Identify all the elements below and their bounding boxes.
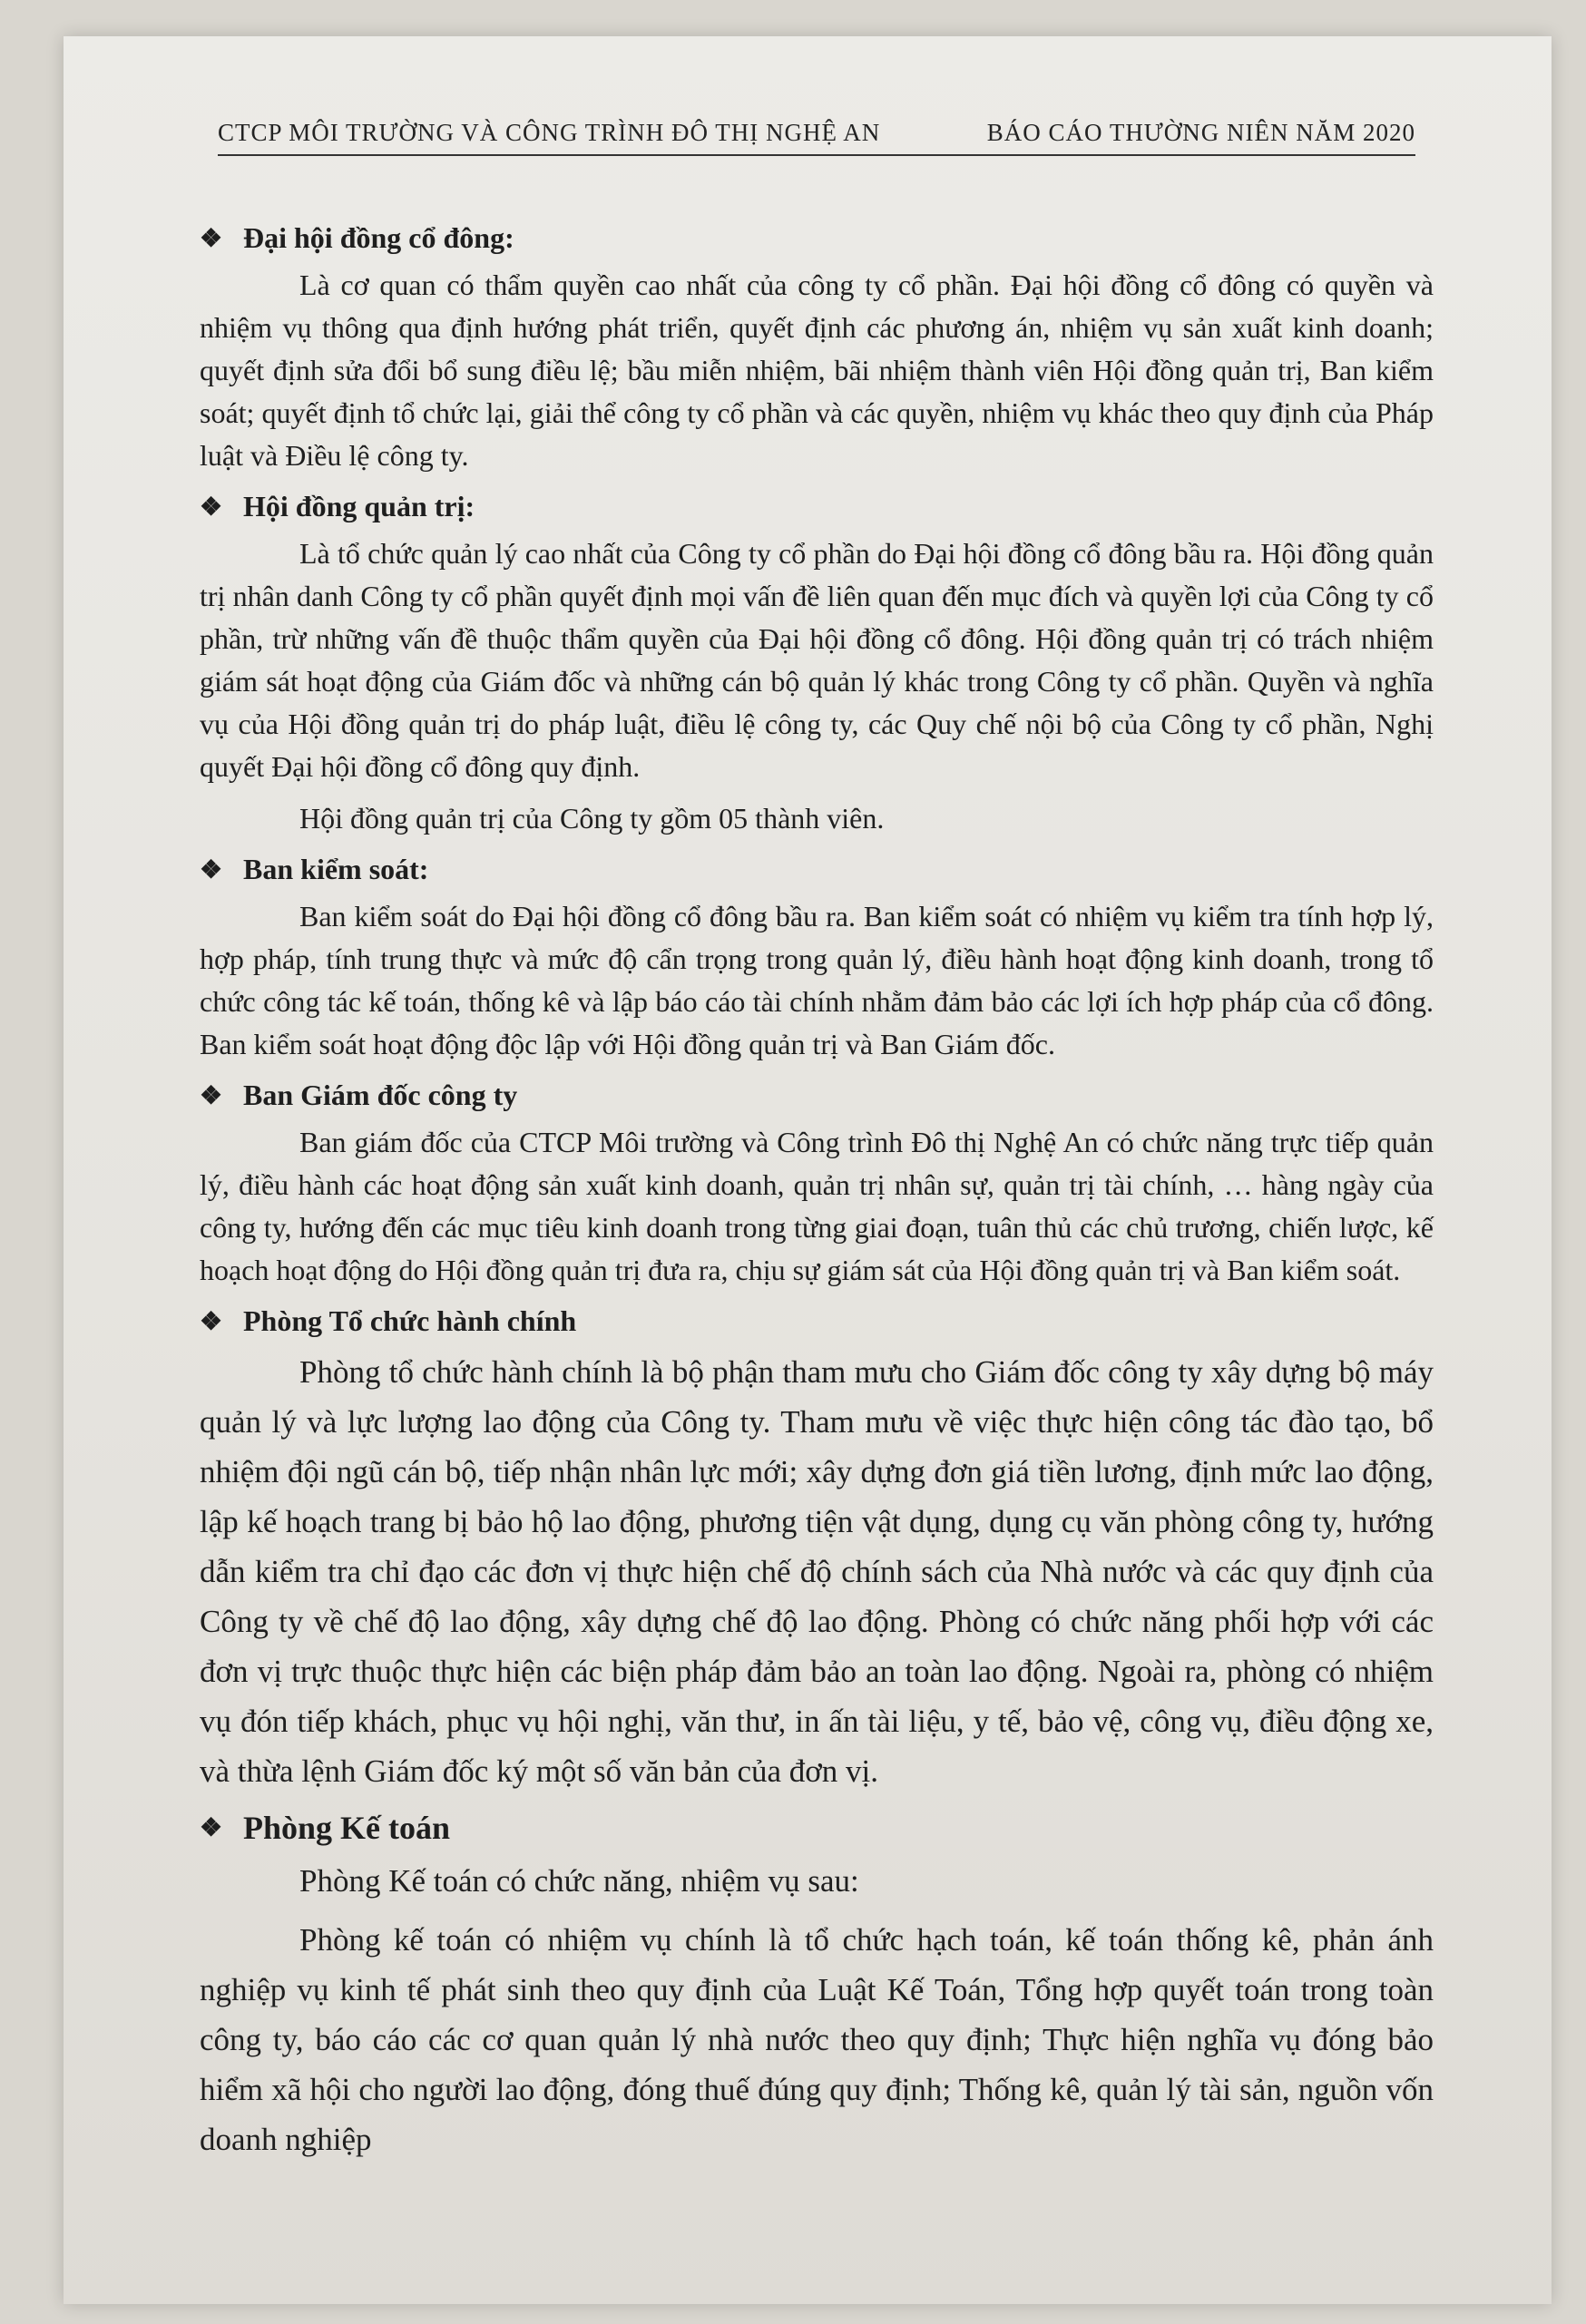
section-title: Ban Giám đốc công ty bbox=[243, 1079, 518, 1111]
diamond-bullet-icon: ❖ bbox=[200, 855, 223, 884]
section-paragraph: Phòng tổ chức hành chính là bộ phận tham mưu cho Giám đốc công ty xây dựng bộ máy quản lý và lực lượng lao động của Công ty. Tham mưu về việc thực hiện công tác đào tạo, bổ nhiệm đội ngũ cán bộ, tiếp nhận nhân lực mới; xây dựng đơn giá tiền lương, định mức lao động, lập kế hoạch trang bị bảo hộ lao động, phương tiện vật dụng, dụng cụ văn phòng công ty, hướng dẫn kiểm tra chỉ đạo các đơn vị thực hiện chế độ chính sách của Nhà nước và các quy định của Công ty về chế độ lao động, xây dựng chế độ lao động. Phòng có chức năng phối hợp với các đơn vị trực thuộc thực hiện các biện pháp đảm bảo an toàn lao động. Ngoài ra, phòng có nhiệm vụ đón tiếp khách, phục vụ hội nghị, văn thư, in ấn tài liệu, y tế, bảo vệ, công vụ, điều động xe, và thừa lệnh Giám đốc ký một số văn bản của đơn vị. bbox=[200, 1354, 1434, 1789]
section-paragraph: Ban kiểm soát do Đại hội đồng cổ đông bầu ra. Ban kiểm soát có nhiệm vụ kiểm tra tính hợp lý, hợp pháp, tính trung thực và mức độ cẩn trọng trong quản lý, điều hành hoạt động kinh doanh, trong tổ chức công tác kế toán, thống kê và lập báo cáo tài chính nhằm đảm bảo các lợi ích hợp pháp của cổ đông. Ban kiểm soát hoạt động độc lập với Hội đồng quản trị và Ban Giám đốc. bbox=[200, 900, 1434, 1060]
diamond-bullet-icon: ❖ bbox=[200, 1081, 223, 1110]
section-paragraph: Ban giám đốc của CTCP Môi trường và Công trình Đô thị Nghệ An có chức năng trực tiếp quản lý, điều hành các hoạt động sản xuất kinh doanh, quản trị nhân sự, quản trị tài chính, … hàng ngày của công ty, hướng đến các mục tiêu kinh doanh trong từng giai đoạn, tuân thủ các chủ trương, chiến lược, kế hoạch hoạt động do Hội đồng quản trị đưa ra, chịu sự giám sát của Hội đồng quản trị và Ban kiểm soát. bbox=[200, 1126, 1434, 1286]
section-title: Đại hội đồng cổ đông: bbox=[243, 221, 514, 254]
section-title: Ban kiểm soát: bbox=[243, 853, 429, 885]
section-heading-dai-hoi-dong-co-dong bbox=[200, 221, 1434, 255]
section-heading-phong-to-chuc-hanh-chinh bbox=[200, 1304, 1434, 1338]
page-header bbox=[218, 109, 1415, 156]
section-title: Phòng Kế toán bbox=[243, 1810, 451, 1846]
section-paragraph: Phòng Kế toán có chức năng, nhiệm vụ sau: bbox=[299, 1863, 859, 1899]
section-heading-ban-kiem-soat bbox=[200, 853, 1434, 886]
document-page bbox=[64, 36, 1552, 2304]
diamond-bullet-icon: ❖ bbox=[200, 493, 223, 522]
section-heading-hoi-dong-quan-tri bbox=[200, 490, 1434, 523]
section-title: Hội đồng quản trị: bbox=[243, 490, 475, 522]
header-report-title: BÁO CÁO THƯỜNG NIÊN NĂM 2020 bbox=[986, 119, 1415, 146]
diamond-bullet-icon: ❖ bbox=[200, 1814, 223, 1842]
section-heading-ban-giam-doc bbox=[200, 1079, 1434, 1112]
header-company-name: CTCP MÔI TRƯỜNG VÀ CÔNG TRÌNH ĐÔ THỊ NGHỆ AN bbox=[218, 119, 881, 146]
section-paragraph: Hội đồng quản trị của Công ty gồm 05 thành viên. bbox=[299, 802, 885, 835]
section-paragraph: Là tổ chức quản lý cao nhất của Công ty cổ phần do Đại hội đồng cổ đông bầu ra. Hội đồng quản trị nhân danh Công ty cổ phần quyết định mọi vấn đề liên quan đến mục đích và quyền lợi của Công ty cổ phần, trừ những vấn đề thuộc thẩm quyền của Đại hội đồng cổ đông. Hội đồng quản trị có trách nhiệm giám sát hoạt động của Giám đốc và những cán bộ quản lý khác trong Công ty cổ phần. Quyền và nghĩa vụ của Hội đồng quản trị do pháp luật, điều lệ công ty, các Quy chế nội bộ của Công ty cổ phần, Nghị quyết Đại hội đồng cổ đông quy định. bbox=[200, 537, 1434, 783]
diamond-bullet-icon: ❖ bbox=[200, 224, 223, 253]
section-heading-phong-ke-toan bbox=[200, 1809, 1434, 1847]
document-body bbox=[200, 209, 1434, 2173]
section-paragraph: Phòng kế toán có nhiệm vụ chính là tổ chức hạch toán, kế toán thống kê, phản ánh nghiệp vụ kinh tế phát sinh theo quy định của Luật Kế Toán, Tổng hợp quyết toán trong toàn công ty, báo cáo các cơ quan quản lý nhà nước theo quy định; Thực hiện nghĩa vụ đóng bảo hiểm xã hội cho người lao động, đóng thuế đúng quy định; Thống kê, quản lý tài sản, nguồn vốn doanh nghiệp bbox=[200, 1922, 1434, 2157]
section-paragraph: Là cơ quan có thẩm quyền cao nhất của công ty cổ phần. Đại hội đồng cổ đông có quyền và nhiệm vụ thông qua định hướng phát triển, quyết định các phương án, nhiệm vụ sản xuất kinh doanh; quyết định sửa đổi bổ sung điều lệ; bầu miễn nhiệm, bãi nhiệm thành viên Hội đồng quản trị, Ban kiểm soát; quyết định tổ chức lại, giải thể công ty cổ phần và các quyền, nhiệm vụ khác theo quy định của Pháp luật và Điều lệ công ty. bbox=[200, 269, 1434, 472]
diamond-bullet-icon: ❖ bbox=[200, 1307, 223, 1336]
section-title: Phòng Tổ chức hành chính bbox=[243, 1304, 577, 1337]
